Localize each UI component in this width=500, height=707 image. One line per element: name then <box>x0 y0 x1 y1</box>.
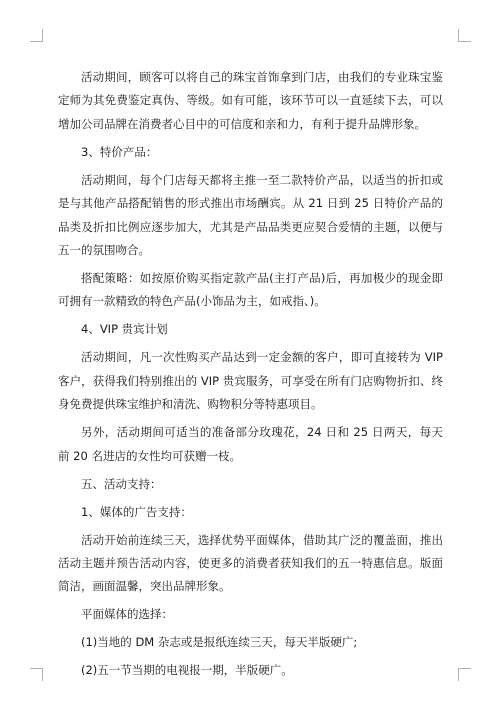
list-item-dm-magazine: (1)当地的 DM 杂志或是报纸连续三天，每天半版硬广; <box>81 635 358 650</box>
crop-mark-top-right <box>458 29 471 42</box>
paragraph-matching-strategy: 搭配策略：如按原价购买指定款产品(主打产品)后，再加极少的现金即可拥有一款精致的特色产品(小饰品为主，如戒指、)。 <box>58 271 443 309</box>
list-item-tv-guide: (2)五一节当期的电视报一期，半版硬广。 <box>81 663 293 678</box>
crop-mark-top-left <box>30 29 43 42</box>
heading-media-support: 1、媒体的广告支持： <box>81 504 192 519</box>
heading-print-media: 平面媒体的选择： <box>81 607 173 622</box>
paragraph-media-support: 活动开始前连续三天，选择优势平面媒体，借助其广泛的覆盖面，推出活动主题并预告活动内容，使更多的消费者获知我们的五一特惠信息。版面简洁，画面温馨，突出品牌形象。 <box>58 532 443 594</box>
heading-activity-support: 五、活动支持： <box>81 476 162 491</box>
paragraph-appraisal: 活动期间，顾客可以将自己的珠宝首饰拿到门店，由我们的专业珠宝鉴定师为其免费鉴定真伪、等级。如有可能，该环节可以一直延续下去，可以增加公司品牌在消费者心目中的可信度和亲和力，有利于提升品牌形象。 <box>58 70 443 131</box>
crop-mark-bottom-right <box>458 668 471 681</box>
paragraph-vip-plan: 活动期间，凡一次性购买产品达到一定金额的客户，即可直接转为 VIP 客户，获得我们特别推出的 VIP 贵宾服务，可享受在所有门店购物折扣、终身免费提供珠宝维护和清洗、购物积分等特惠项目。 <box>58 350 443 412</box>
paragraph-special-products: 活动期间，每个门店每天都将主推一至二款特价产品，以适当的折扣或是与其他产品搭配销售的形式推出市场酬宾。从 21 日到 25 日特价产品的品类及折扣比例应逐步加大，尤其是产品品类更应契合爱情的主题，以便与五一的氛围吻合。 <box>58 172 443 258</box>
crop-mark-bottom-left <box>30 668 43 681</box>
paragraph-roses: 另外，活动期间可适当的准备部分玫瑰花，24 日和 25 日两天，每天前 20 名进店的女性均可获赠一枝。 <box>58 425 443 463</box>
heading-vip-plan: 4、VIP 贵宾计划 <box>81 322 168 337</box>
document-body <box>58 66 443 687</box>
heading-special-products: 3、特价产品： <box>81 144 158 159</box>
